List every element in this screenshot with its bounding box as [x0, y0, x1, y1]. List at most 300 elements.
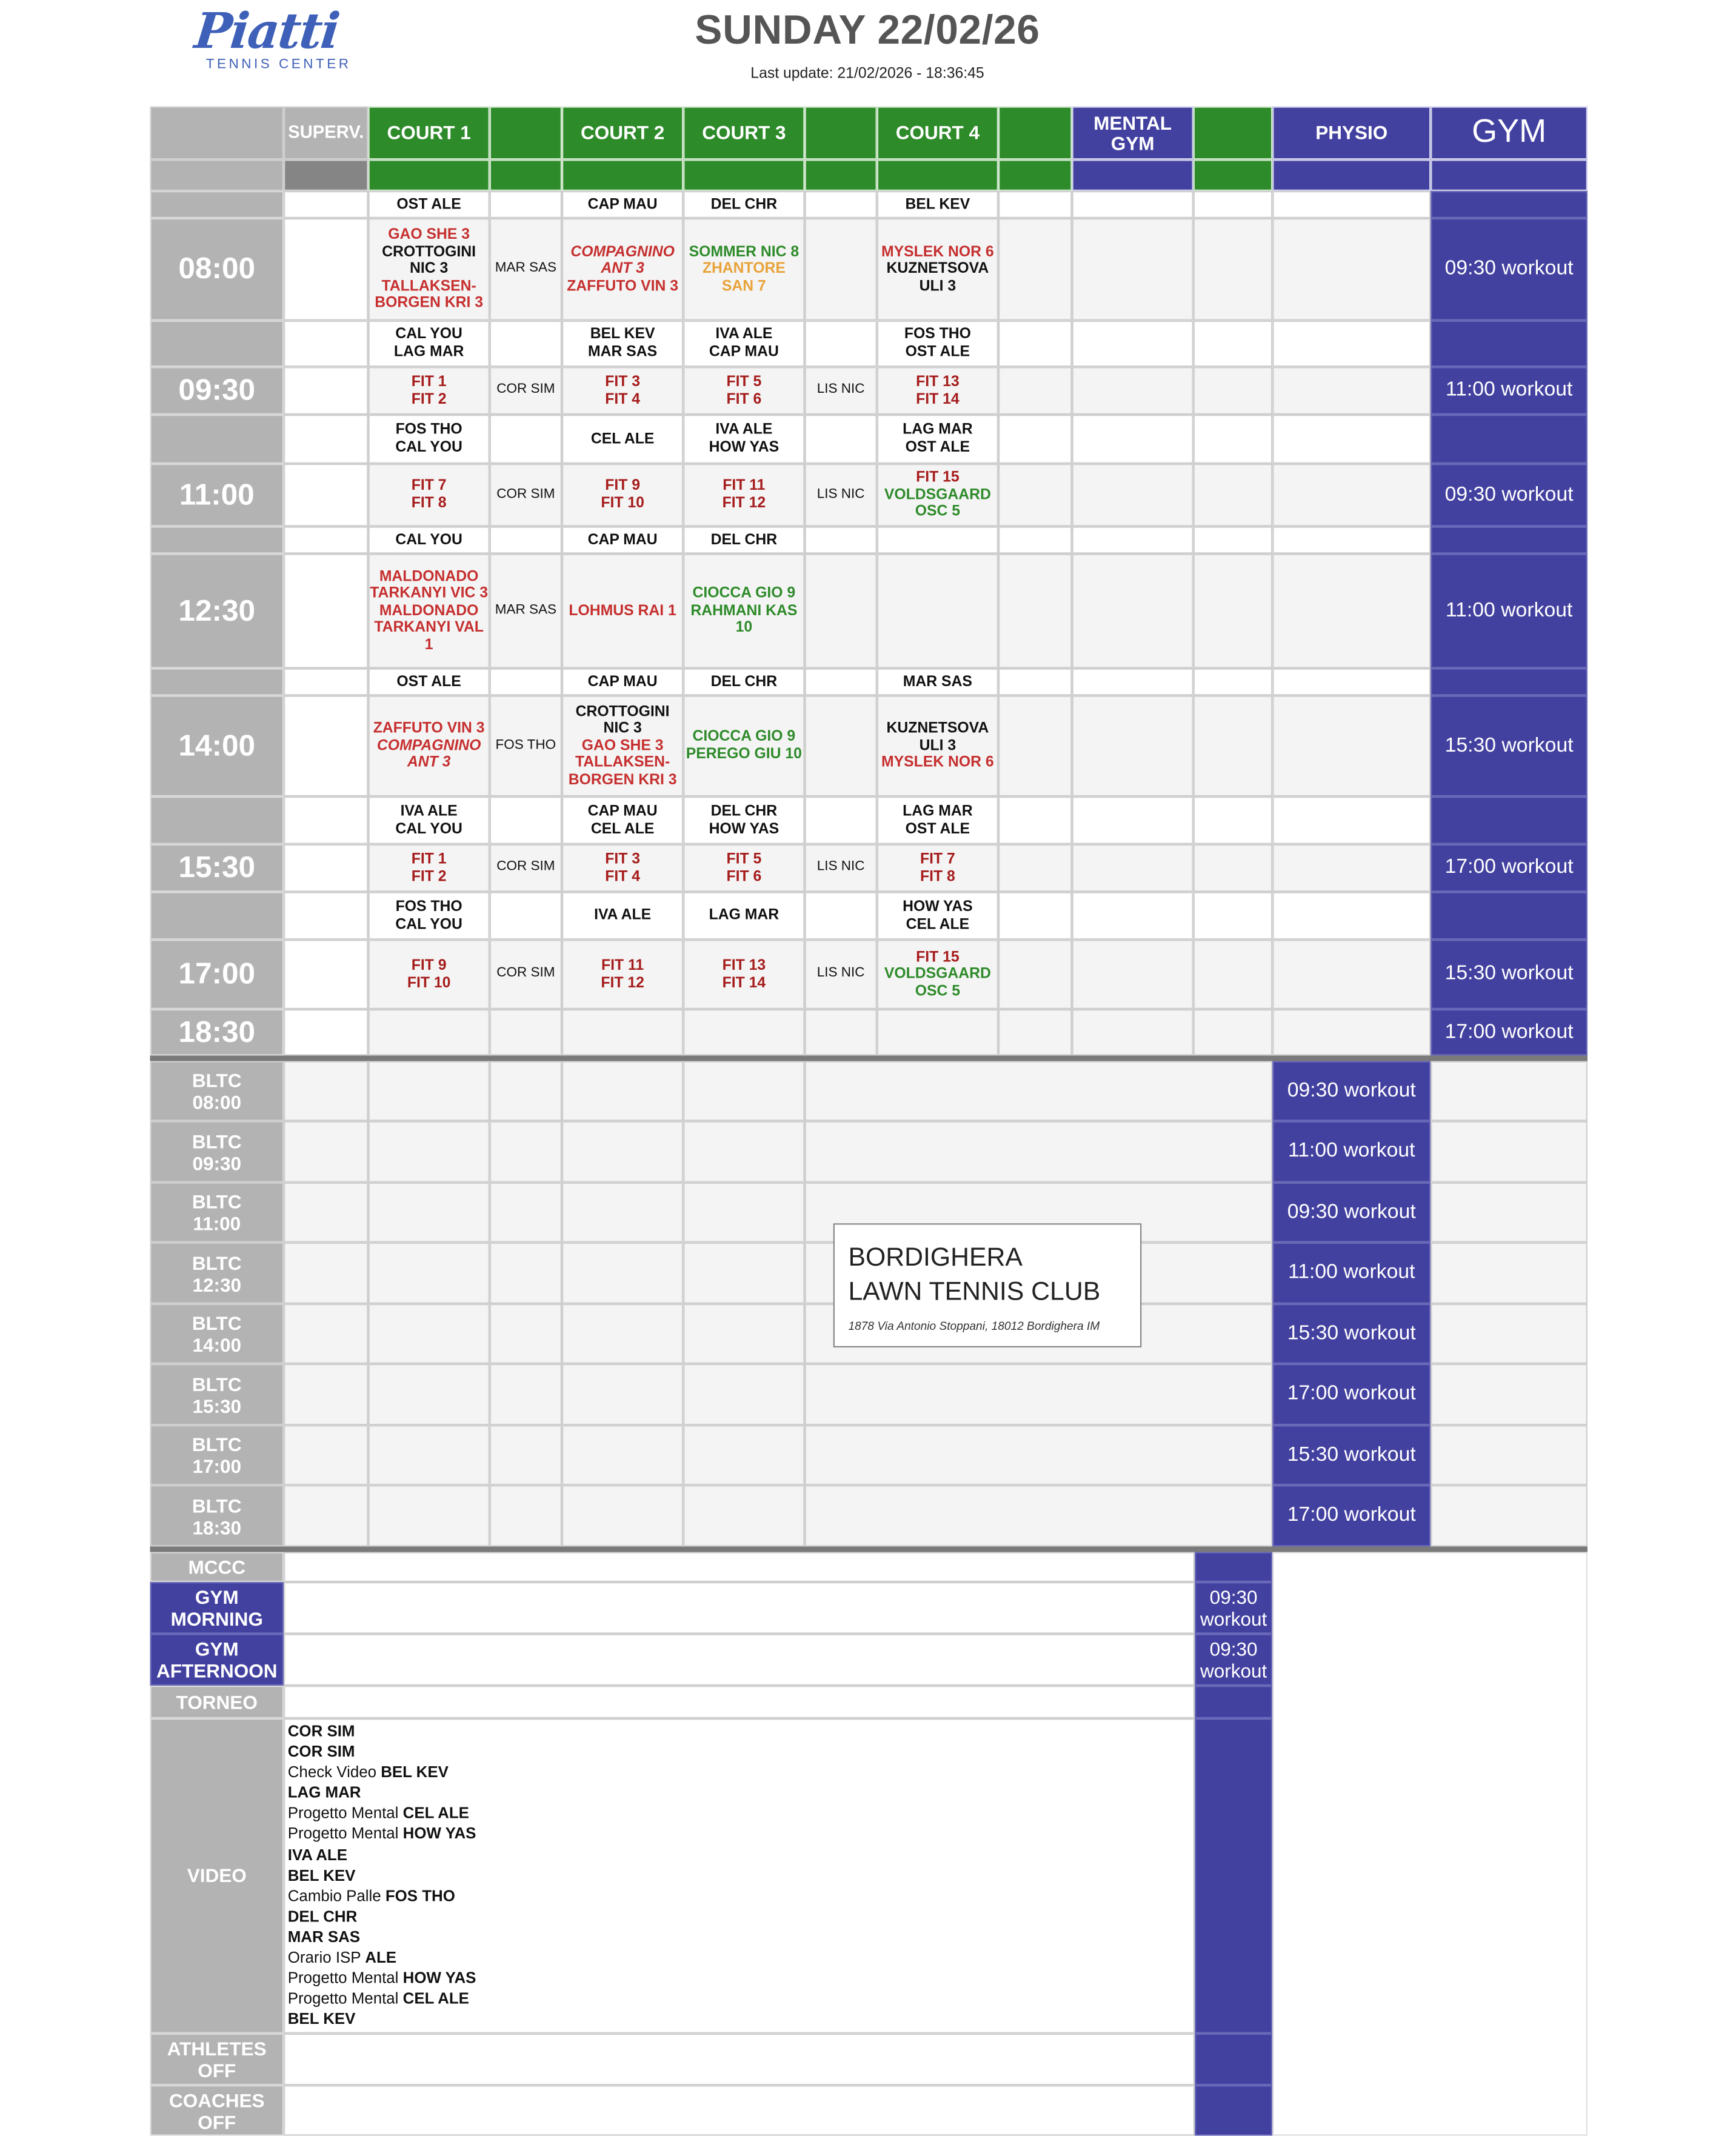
strip-corner: [150, 159, 284, 191]
video-item-prefix: Check Video: [287, 1764, 381, 1781]
cell-s: [284, 367, 369, 415]
cell-m: [1072, 696, 1194, 797]
bltc-label-text: 17:00: [192, 1455, 242, 1477]
cell-p: [1272, 321, 1431, 367]
cell-m: [1072, 367, 1194, 415]
video-item: [288, 1784, 1191, 1805]
cell-m: [1072, 415, 1194, 464]
cell-text: GAO SHE 3: [388, 226, 470, 243]
video-item: [288, 1846, 1191, 1867]
cell-text: OST ALE: [396, 196, 461, 213]
bltc-cell: [805, 1425, 1273, 1485]
cell-c1x: [490, 940, 562, 1009]
cell-text: FOS THO: [395, 422, 462, 439]
strip-superv: [284, 159, 369, 191]
bltc-label-text: BLTC: [192, 1190, 242, 1213]
cell-s: [284, 415, 369, 464]
cell-c3: [683, 892, 804, 940]
cell-m: [1072, 321, 1194, 367]
cell-c4x: [998, 669, 1072, 696]
cell-text: LIS NIC: [816, 382, 865, 398]
cell-text: FIT 5: [726, 850, 762, 867]
video-item-name: DEL CHR: [287, 1909, 358, 1926]
bltc-cell: [284, 1364, 369, 1425]
col-court3: COURT 3: [683, 107, 804, 160]
cell-mx: [1194, 218, 1273, 321]
cell-text: MALDONADO TARKANYI VIC 3: [370, 568, 489, 602]
bltc-cell: [284, 1121, 369, 1183]
cell-c2: [562, 527, 683, 554]
gym-spacer: [1431, 415, 1587, 464]
cell-c4: [877, 527, 998, 554]
video-item-name: COR SIM: [287, 1724, 355, 1740]
cell-text: FIT 4: [605, 868, 640, 885]
bltc-label-text: BLTC: [192, 1372, 242, 1395]
col-mental-gym: MENTAL GYM: [1072, 107, 1194, 160]
cell-text: GAO SHE 3: [581, 737, 664, 754]
time-spacer: [150, 191, 284, 218]
torneo-label: TORNEO: [150, 1686, 284, 1718]
cell-c2: [562, 669, 683, 696]
cell-c2: [562, 464, 683, 527]
bltc-cell: [284, 1485, 369, 1546]
time-spacer: [150, 321, 284, 367]
cell-c1: [369, 844, 490, 892]
bltc-cell: [805, 1364, 1273, 1425]
cell-text: MAR SAS: [495, 261, 556, 276]
cell-c1: [369, 892, 490, 940]
time-label: 17:00: [178, 956, 256, 990]
video-item: [288, 1907, 1191, 1928]
mccc-gym-cell: [1195, 1552, 1272, 1583]
cell-c3x: [805, 892, 877, 940]
bltc-cell: [369, 1121, 490, 1183]
page-title: SUNDAY 22/02/26: [695, 8, 1040, 53]
last-update: Last update: 21/02/2026 - 18:36:45: [750, 65, 984, 82]
bltc-cell: [490, 1425, 562, 1485]
cell-text: FIT 8: [411, 495, 447, 512]
cell-text: LAG MAR: [903, 422, 973, 439]
time-spacer: [150, 892, 284, 940]
video-item-name: ALE: [365, 1950, 397, 1967]
video-item: [288, 2011, 1191, 2031]
bltc-gym-cell: [1431, 1243, 1587, 1304]
cell-c3: [683, 696, 804, 797]
cell-text: FOS THO: [495, 737, 556, 753]
bltc-cell: [562, 1364, 683, 1425]
bltc-gym-cell: [1431, 1485, 1587, 1546]
gym-morning-cell: [284, 1582, 1195, 1634]
bltc-time-label: [150, 1121, 284, 1183]
gym-workout: [1431, 464, 1587, 527]
cell-text: ZAFFUTO VIN 3: [567, 278, 679, 295]
athletes-off-label: ATHLETES OFF: [150, 2034, 284, 2086]
cell-c2: [562, 191, 683, 218]
cell-c2: [562, 796, 683, 844]
cell-mx: [1194, 527, 1273, 554]
cell-s: [284, 696, 369, 797]
cell-text: CIOCCA GIO 9: [692, 729, 796, 746]
cell-c3: [683, 367, 804, 415]
cell-text: FIT 10: [407, 974, 451, 991]
bltc-physio-workout: [1272, 1061, 1431, 1121]
cell-c4x: [998, 415, 1072, 464]
cell-c1x: [490, 464, 562, 527]
cell-c1x: [490, 191, 562, 218]
cell-c1: [369, 191, 490, 218]
col-court1-coach: [490, 107, 562, 160]
bltc-cell: [369, 1183, 490, 1243]
cell-c3x: [805, 940, 877, 1009]
club-address: 1878 Via Antonio Stoppani, 18012 Bordighera IM: [848, 1318, 1100, 1333]
cell-text: MAR SAS: [495, 602, 556, 618]
cell-text: FIT 11: [723, 478, 766, 495]
cell-p: [1272, 669, 1431, 696]
cell-text: FIT 15: [916, 949, 960, 966]
cell-text: FIT 14: [916, 390, 960, 407]
gym-morning-workout: 09:30 workout: [1195, 1582, 1272, 1634]
video-item-name: COR SIM: [287, 1744, 355, 1761]
cell-m: [1072, 669, 1194, 696]
time-slot: [150, 1009, 284, 1056]
cell-m: [1072, 796, 1194, 844]
cell-m: [1072, 191, 1194, 218]
time-slot: [150, 367, 284, 415]
cell-m: [1072, 844, 1194, 892]
cell-text: TALLAKSEN-BORGEN KRI 3: [375, 278, 484, 312]
cell-text: FIT 8: [920, 868, 955, 885]
time-label: 18:30: [178, 1014, 256, 1049]
cell-c1: [369, 554, 490, 669]
torneo-gym-cell: [1195, 1686, 1272, 1718]
bltc-gym-cell: [1431, 1121, 1587, 1183]
video-item: [288, 1949, 1191, 1969]
bltc-physio-workout: [1272, 1364, 1431, 1425]
cell-c4x: [998, 844, 1072, 892]
cell-c3x: [805, 218, 877, 321]
bltc-physio-workout: [1272, 1425, 1431, 1485]
cell-c1: [369, 669, 490, 696]
section-separator-2: [150, 1547, 1588, 1552]
cell-c1: [369, 218, 490, 321]
time-label: 09:30: [178, 372, 256, 407]
video-item-name: IVA ALE: [287, 1847, 348, 1864]
cell-text: CAP MAU: [587, 196, 658, 213]
cell-mx: [1194, 367, 1273, 415]
bltc-time-label: [150, 1061, 284, 1121]
bltc-cell: [490, 1304, 562, 1364]
cell-c3: [683, 796, 804, 844]
bltc-gym-cell: [1431, 1425, 1587, 1485]
cell-text: BEL KEV: [590, 326, 655, 343]
cell-m: [1072, 892, 1194, 940]
cell-p: [1272, 796, 1431, 844]
cell-c4: [877, 1009, 998, 1056]
video-item-name: MAR SAS: [287, 1929, 361, 1946]
coaches-off-gym: [1195, 2085, 1272, 2135]
cell-m: [1072, 464, 1194, 527]
bltc-time-label: [150, 1183, 284, 1243]
cell-c3: [683, 844, 804, 892]
cell-s: [284, 527, 369, 554]
time-spacer: [150, 527, 284, 554]
gym-workout: [1431, 218, 1587, 321]
cell-c3x: [805, 554, 877, 669]
time-slot: [150, 696, 284, 797]
strip-court1: [369, 159, 490, 191]
cell-s: [284, 669, 369, 696]
cell-text: DEL CHR: [710, 531, 778, 548]
piatti-logo: Piatti TENNIS CENTER: [192, 2, 352, 73]
bltc-cell: [284, 1304, 369, 1364]
cell-s: [284, 1009, 369, 1056]
cell-c3x: [805, 464, 877, 527]
workout-text: 09:30 workout: [1444, 256, 1574, 280]
cell-text: FIT 15: [916, 469, 960, 486]
cell-c1: [369, 940, 490, 1009]
cell-text: FIT 13: [916, 373, 960, 390]
bltc-time-label: [150, 1304, 284, 1364]
bltc-label-text: 12:30: [192, 1273, 242, 1295]
bltc-cell: [369, 1425, 490, 1485]
time-label: 08:00: [178, 251, 256, 285]
cell-p: [1272, 940, 1431, 1009]
cell-text: CAL YOU: [395, 820, 462, 837]
cell-text: FIT 3: [605, 373, 640, 390]
cell-text: KUZNETSOVA ULI 3: [886, 720, 989, 754]
cell-c4x: [998, 940, 1072, 1009]
cell-text: CAL YOU: [395, 915, 462, 932]
workout-text: 11:00 workout: [1445, 378, 1573, 401]
cell-text: IVA ALE: [715, 422, 773, 439]
time-slot: [150, 554, 284, 669]
gym-spacer: [1431, 669, 1587, 696]
gym-spacer: [1431, 796, 1587, 844]
bltc-label-text: 08:00: [192, 1091, 242, 1113]
cell-c1x: [490, 554, 562, 669]
time-label: 12:30: [178, 593, 256, 627]
bltc-label-text: BLTC: [192, 1312, 242, 1334]
strip-mental: [1072, 159, 1194, 191]
video-item-name: HOW YAS: [402, 1971, 476, 1987]
time-label: 11:00: [179, 476, 255, 512]
cell-c1: [369, 1009, 490, 1056]
bltc-label-text: 18:30: [192, 1515, 242, 1538]
club-name-line1: BORDIGHERA: [848, 1244, 1023, 1273]
cell-text: DEL CHR: [710, 803, 778, 820]
cell-c1: [369, 321, 490, 367]
workout-text: 15:30 workout: [1287, 1442, 1416, 1466]
cell-s: [284, 940, 369, 1009]
cell-text: FIT 12: [601, 974, 644, 991]
cell-text: FIT 13: [722, 957, 766, 974]
cell-c4x: [998, 367, 1072, 415]
time-slot: [150, 940, 284, 1009]
cell-p: [1272, 1009, 1431, 1056]
cell-text: CAP MAU: [587, 673, 658, 690]
bltc-cell: [284, 1243, 369, 1304]
cell-c1: [369, 527, 490, 554]
time-label: 14:00: [178, 727, 256, 763]
cell-mx: [1194, 1009, 1273, 1056]
cell-p: [1272, 415, 1431, 464]
cell-text: FIT 7: [920, 850, 955, 867]
cell-c2: [562, 892, 683, 940]
cell-c4x: [998, 464, 1072, 527]
cell-s: [284, 464, 369, 527]
bltc-cell: [683, 1304, 804, 1364]
cell-p: [1272, 367, 1431, 415]
cell-text: CAL YOU: [395, 531, 462, 548]
cell-text: COR SIM: [496, 382, 555, 398]
cell-c4: [877, 696, 998, 797]
bltc-cell: [683, 1425, 804, 1485]
bltc-cell: [284, 1061, 369, 1121]
cell-text: LAG MAR: [709, 907, 780, 924]
cell-c4x: [998, 554, 1072, 669]
cell-c3: [683, 191, 804, 218]
col-court1: COURT 1: [369, 107, 490, 160]
cell-c4: [877, 415, 998, 464]
time-spacer: [150, 415, 284, 464]
cell-c4x: [998, 796, 1072, 844]
cell-text: TALLAKSEN-BORGEN KRI 3: [568, 754, 677, 789]
cell-text: FIT 14: [722, 974, 766, 991]
cell-text: CIOCCA GIO 9: [692, 585, 796, 602]
cell-text: MYSLEK NOR 6: [881, 243, 994, 260]
col-gym: GYM: [1431, 107, 1587, 160]
cell-text: FIT 12: [722, 495, 766, 512]
bltc-physio-workout: [1272, 1183, 1431, 1243]
video-item-prefix: Progetto Mental: [287, 1826, 403, 1843]
cell-m: [1072, 940, 1194, 1009]
bltc-time-label: [150, 1425, 284, 1485]
cell-text: HOW YAS: [709, 439, 780, 456]
bltc-cell: [562, 1243, 683, 1304]
cell-c3x: [805, 1009, 877, 1056]
cell-text: IVA ALE: [400, 803, 458, 820]
cell-text: LOHMUS RAI 1: [569, 602, 676, 619]
cell-text: CAP MAU: [587, 531, 658, 548]
cell-c4: [877, 321, 998, 367]
strip-physio: [1272, 159, 1431, 191]
cell-p: [1272, 527, 1431, 554]
bltc-physio-workout: [1272, 1485, 1431, 1546]
workout-text: 09:30 workout: [1287, 1200, 1416, 1223]
video-item-prefix: Progetto Mental: [287, 1806, 403, 1823]
video-item: [288, 1928, 1191, 1949]
workout-text: 11:00 workout: [1287, 1139, 1415, 1163]
cell-text: DEL CHR: [710, 196, 778, 213]
strip-court4: [877, 159, 998, 191]
cell-c2: [562, 940, 683, 1009]
time-slot: [150, 464, 284, 527]
cell-text: FIT 1: [411, 373, 447, 390]
cell-text: IVA ALE: [715, 326, 773, 343]
workout-text: 11:00 workout: [1445, 598, 1573, 622]
cell-c3x: [805, 796, 877, 844]
strip-gym: [1431, 159, 1587, 191]
cell-text: ZHANTORE SAN 7: [702, 261, 786, 295]
gym-workout: [1431, 554, 1587, 669]
cell-s: [284, 191, 369, 218]
cell-text: COMPAGNINO ANT 3: [376, 737, 481, 771]
gym-afternoon-label: GYM AFTERNOON: [150, 1634, 284, 1686]
cell-text: FIT 6: [726, 868, 762, 885]
cell-c3: [683, 554, 804, 669]
video-item-prefix: Progetto Mental: [287, 1971, 403, 1987]
strip-court3-coach: [805, 159, 877, 191]
video-item: [288, 1887, 1191, 1907]
cell-text: FIT 11: [601, 957, 644, 974]
video-item-name: BEL KEV: [287, 1867, 356, 1884]
cell-text: CAP MAU: [587, 803, 658, 820]
cell-c2: [562, 554, 683, 669]
cell-text: FIT 6: [726, 390, 762, 407]
cell-text: IVA ALE: [594, 907, 652, 924]
cell-mx: [1194, 464, 1273, 527]
cell-c1x: [490, 367, 562, 415]
video-item: [288, 1723, 1191, 1743]
cell-c3: [683, 415, 804, 464]
cell-text: MYSLEK NOR 6: [881, 754, 994, 771]
cell-c2: [562, 321, 683, 367]
cell-c1x: [490, 796, 562, 844]
bltc-cell: [490, 1485, 562, 1546]
strip-mental-extra: [1194, 159, 1273, 191]
cell-text: FIT 4: [605, 390, 640, 407]
cell-text: ZAFFUTO VIN 3: [373, 720, 485, 737]
cell-c4: [877, 464, 998, 527]
cell-s: [284, 321, 369, 367]
gym-workout: [1431, 367, 1587, 415]
cell-mx: [1194, 892, 1273, 940]
bltc-physio-workout: [1272, 1121, 1431, 1183]
bltc-label-text: BLTC: [192, 1494, 242, 1516]
cell-c3x: [805, 415, 877, 464]
gym-workout: [1431, 940, 1587, 1009]
video-item-name: FOS THO: [385, 1888, 455, 1905]
cell-c3: [683, 940, 804, 1009]
cell-text: OST ALE: [905, 820, 970, 837]
cell-s: [284, 796, 369, 844]
cell-c3: [683, 1009, 804, 1056]
cell-s: [284, 892, 369, 940]
cell-text: FIT 1: [411, 850, 447, 867]
bltc-label-text: BLTC: [192, 1433, 242, 1455]
bltc-cell: [683, 1121, 804, 1183]
bltc-cell: [284, 1425, 369, 1485]
cell-text: LAG MAR: [393, 344, 464, 360]
cell-c1x: [490, 218, 562, 321]
cell-text: CEL ALE: [590, 430, 655, 447]
bltc-cell: [369, 1304, 490, 1364]
cell-text: FIT 9: [411, 957, 447, 974]
cell-text: CAL YOU: [395, 439, 462, 456]
cell-text: FOS THO: [395, 898, 462, 915]
bltc-cell: [562, 1061, 683, 1121]
cell-c3: [683, 669, 804, 696]
cell-s: [284, 554, 369, 669]
cell-text: MAR SAS: [903, 673, 972, 690]
cell-text: COR SIM: [496, 486, 555, 502]
video-item-name: CEL ALE: [402, 1991, 469, 2008]
workout-text: 09:30 workout: [1287, 1078, 1416, 1102]
bltc-label-text: BLTC: [192, 1251, 242, 1273]
bltc-cell: [562, 1485, 683, 1546]
cell-text: RAHMANI KAS 10: [690, 602, 798, 636]
cell-mx: [1194, 554, 1273, 669]
